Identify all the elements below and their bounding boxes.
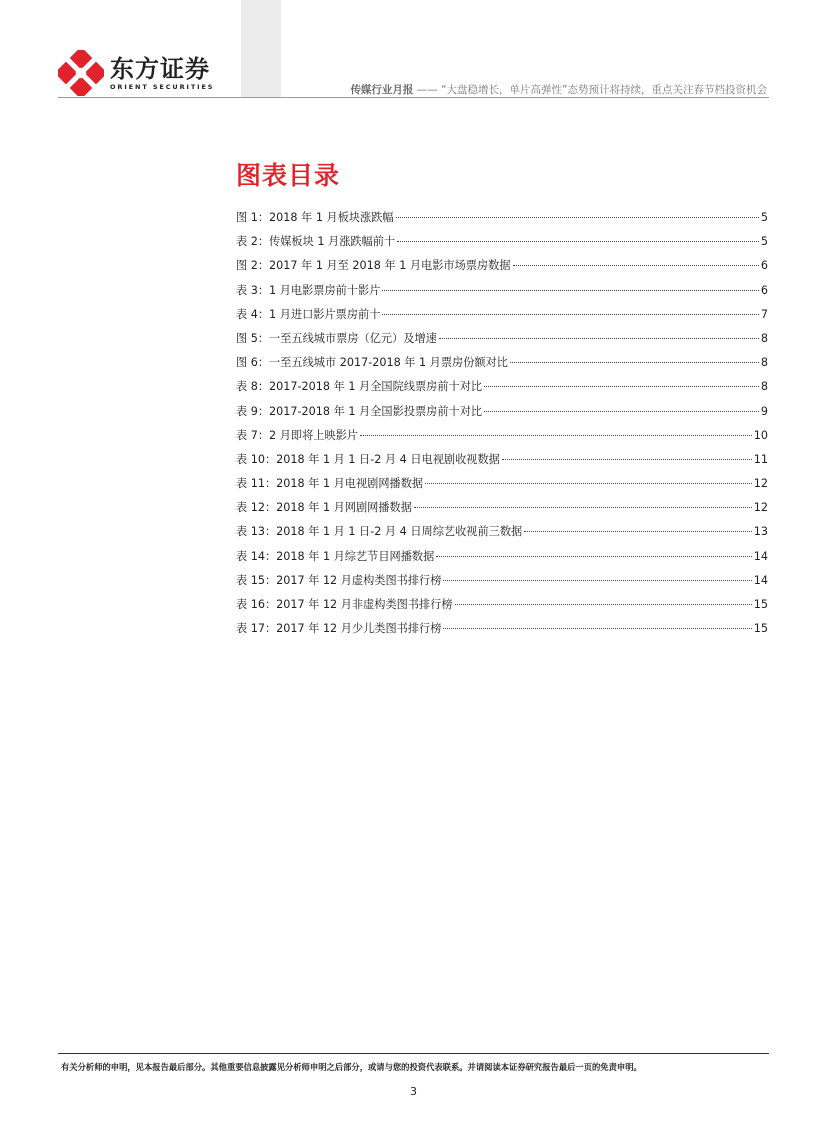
dot-leader <box>455 604 752 605</box>
toc-entry[interactable] <box>236 499 768 523</box>
dot-leader <box>484 411 759 412</box>
toc-entry[interactable] <box>236 548 768 572</box>
report-header-title <box>350 82 767 97</box>
toc-entry-label: 表 17：2017 年 12 月少儿类图书排行榜 <box>236 622 442 636</box>
toc-entry-page: 10 <box>753 428 768 442</box>
toc-entry-page: 5 <box>760 235 768 249</box>
company-logo <box>58 50 214 96</box>
toc-entry-label: 图 1：2018 年 1 月板块涨跌幅 <box>236 211 394 224</box>
toc-entry-label: 表 4：1 月进口影片票房前十 <box>236 307 381 321</box>
toc-entry-label: 图 6：一至五线城市 2017-2018 年 1 月票房份额对比 <box>236 356 508 370</box>
toc-heading: 图表目录 <box>236 161 341 190</box>
footer-divider <box>58 1053 769 1054</box>
toc-entry-label: 表 12：2018 年 1 月网剧网播数据 <box>236 501 412 515</box>
toc-entry-page: 6 <box>760 259 768 273</box>
toc-entry-label: 表 14：2018 年 1 月综艺节目网播数据 <box>236 549 435 563</box>
toc-entry-label: 图 2：2017 年 1 月至 2018 年 1 月电影市场票房数据 <box>236 259 511 273</box>
dot-leader <box>382 290 758 291</box>
toc-entry-label: 表 13：2018 年 1 月 1 日-2 月 4 日周综艺收视前三数据 <box>236 525 523 539</box>
dot-leader <box>484 386 759 387</box>
logo-chinese-name: 东方证券 <box>110 54 210 83</box>
toc-entry-label: 表 7：2 月即将上映影片 <box>236 428 359 442</box>
toc-entry-page: 8 <box>760 380 768 394</box>
toc-entry[interactable] <box>236 475 768 499</box>
toc-entry-label: 表 11：2018 年 1 月电视剧网播数据 <box>236 477 424 491</box>
toc-entry-page: 15 <box>753 622 768 636</box>
dot-leader <box>397 241 759 242</box>
toc-entry-page: 14 <box>753 549 768 563</box>
toc-entry-label: 表 8：2017-2018 年 1 月全国院线票房前十对比 <box>236 380 483 394</box>
toc-entry-page: 5 <box>760 211 768 224</box>
toc-entry-page: 12 <box>753 477 768 491</box>
toc-entry[interactable] <box>236 282 768 306</box>
dot-leader <box>510 362 759 363</box>
page-number: 3 <box>410 1085 417 1098</box>
dot-leader <box>436 556 751 557</box>
dot-leader <box>524 531 752 532</box>
dot-leader <box>382 314 758 315</box>
toc-entry-page: 8 <box>760 356 768 370</box>
header-divider <box>58 97 769 98</box>
report-title: —— “大盘稳增长，单片高弹性”态势预计将持续，重点关注春节档投资机会 <box>416 84 767 96</box>
toc-entry-page: 12 <box>753 501 768 515</box>
toc-entry-page: 11 <box>753 452 768 466</box>
toc-entry[interactable] <box>236 620 768 644</box>
toc-entry-label: 表 2：传媒板块 1 月涨跌幅前十 <box>236 235 396 249</box>
header-band <box>241 0 281 97</box>
toc-entry[interactable] <box>236 330 768 354</box>
toc-entry[interactable] <box>236 233 768 257</box>
footer-disclaimer: 有关分析师的申明，见本报告最后部分。其他重要信息披露见分析师申明之后部分，或请与您的投资代表联系。并请阅读本证券研究报告最后一页的免责申明。 <box>61 1062 642 1072</box>
toc-entry-label: 表 9：2017-2018 年 1 月全国影投票房前十对比 <box>236 404 483 418</box>
toc-entry[interactable] <box>236 209 768 233</box>
toc-entry[interactable] <box>236 378 768 402</box>
toc-entry-page: 9 <box>760 404 768 418</box>
toc-entry[interactable] <box>236 572 768 596</box>
dot-leader <box>360 435 752 436</box>
toc-entry-label: 图 5：一至五线城市票房（亿元）及增速 <box>236 331 437 345</box>
toc-entry[interactable] <box>236 306 768 330</box>
report-type: 传媒行业月报 <box>350 84 414 96</box>
toc-entry-label: 表 3：1 月电影票房前十影片 <box>236 283 381 297</box>
dot-leader <box>443 628 751 629</box>
toc-entry-label: 表 16：2017 年 12 月非虚构类图书排行榜 <box>236 598 453 611</box>
toc-entry-page: 13 <box>753 525 768 539</box>
toc-entry[interactable] <box>236 427 768 451</box>
dot-leader <box>396 217 759 218</box>
dot-leader <box>443 580 751 581</box>
toc-entry-page: 15 <box>753 598 768 611</box>
dot-leader <box>439 338 759 339</box>
toc-entry-page: 7 <box>760 307 768 321</box>
orient-logo-icon <box>58 50 104 96</box>
toc-entry[interactable] <box>236 596 768 620</box>
toc-entry-page: 14 <box>753 573 768 587</box>
dot-leader <box>513 265 759 266</box>
toc-entry-page: 8 <box>760 331 768 345</box>
dot-leader <box>425 483 752 484</box>
dot-leader <box>414 507 752 508</box>
toc-entry-label: 表 15：2017 年 12 月虚构类图书排行榜 <box>236 573 442 587</box>
toc-entry-label: 表 10：2018 年 1 月 1 日-2 月 4 日电视剧收视数据 <box>236 452 500 466</box>
toc-entry-page: 6 <box>760 283 768 297</box>
logo-english-name: ORIENT SECURITIES <box>110 82 215 91</box>
toc-entry[interactable] <box>236 403 768 427</box>
table-of-figures <box>236 209 768 644</box>
dot-leader <box>502 459 752 460</box>
toc-entry[interactable] <box>236 354 768 378</box>
toc-entry[interactable] <box>236 523 768 547</box>
toc-entry[interactable] <box>236 451 768 475</box>
toc-entry[interactable] <box>236 257 768 281</box>
